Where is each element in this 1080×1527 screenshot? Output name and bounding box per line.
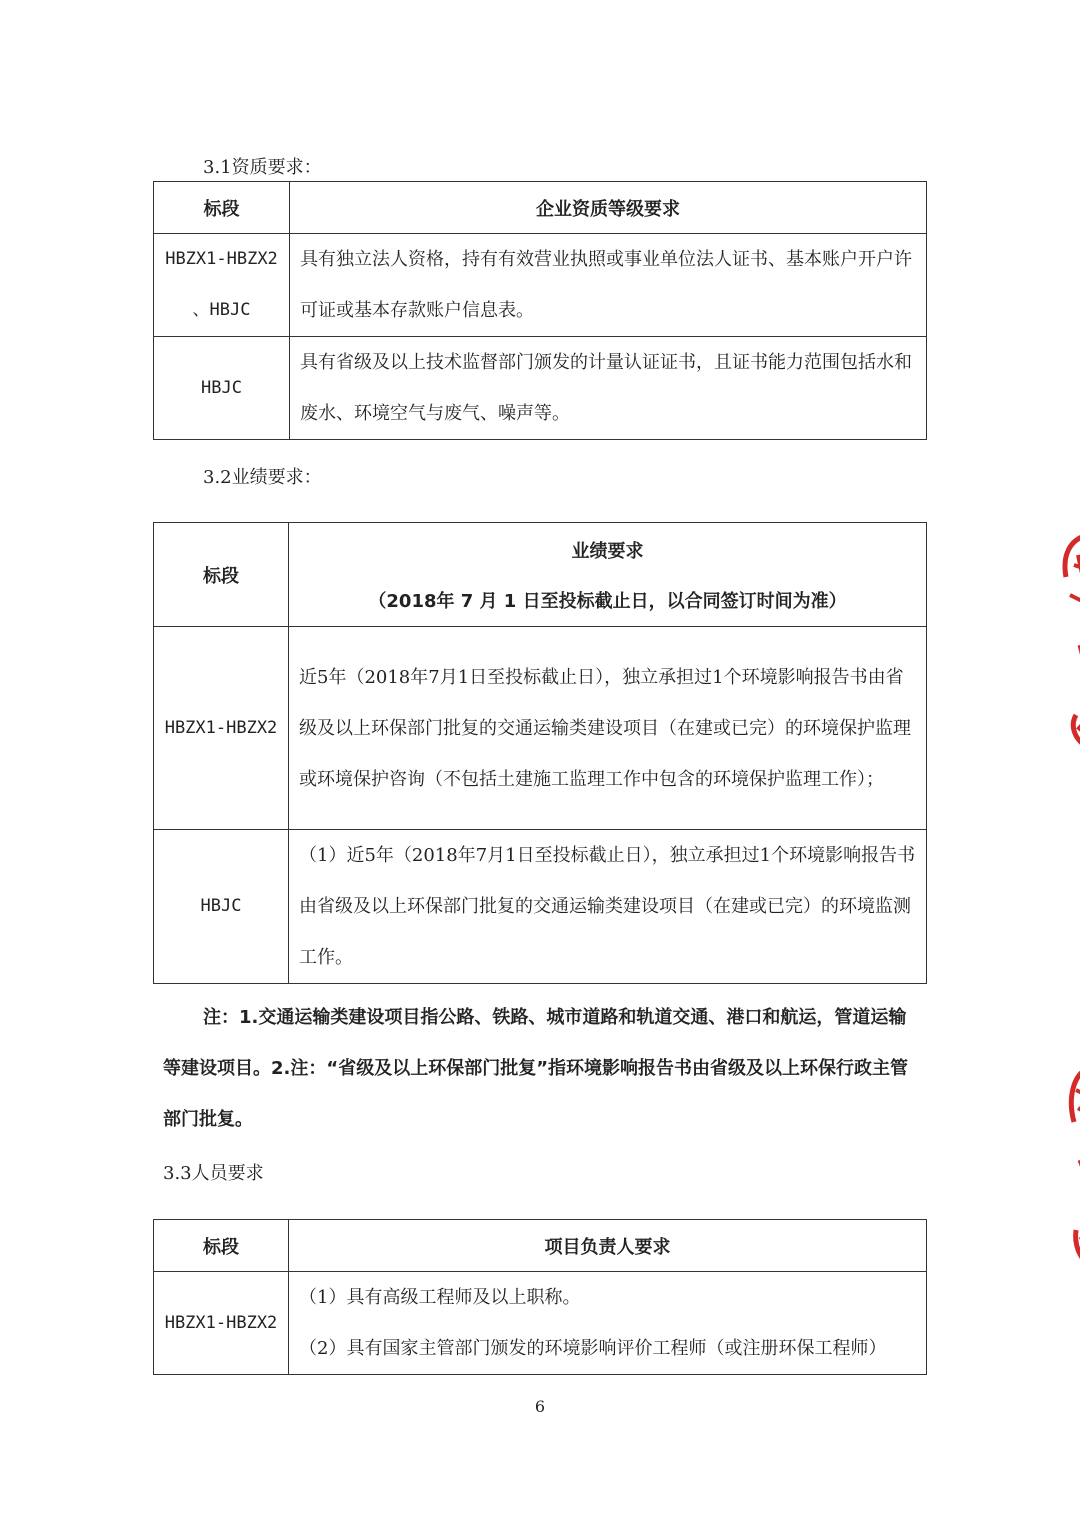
segment-cell: HBZX1-HBZX2 、HBJC xyxy=(154,234,290,337)
page-number: 6 xyxy=(534,1397,546,1416)
seal-stamp-icon xyxy=(1040,1060,1080,1270)
segment-cell: HBJC xyxy=(154,830,289,984)
requirement-cell: 具有省级及以上技术监督部门颁发的计量认证证书，且证书能力范围包括水和废水、环境空气与废气、噪声等。 xyxy=(290,337,927,440)
requirement-cell: （1）近5年（2018年7月1日至投标截止日），独立承担过1个环境影响报告书由省级及以上环保部门批复的交通运输类建设项目（在建或已完）的环境监测工作。 xyxy=(289,830,927,984)
table-header-segment: 标段 xyxy=(154,523,289,627)
table-row xyxy=(154,337,927,440)
qualification-table xyxy=(153,181,927,440)
table-row xyxy=(154,830,927,984)
table-row xyxy=(154,234,927,337)
table-header-qualification: 企业资质等级要求 xyxy=(290,182,927,234)
table-header-segment: 标段 xyxy=(154,182,290,234)
segment-cell: HBJC xyxy=(154,337,290,440)
section-heading-qualification: 3.1资质要求： xyxy=(203,157,322,178)
performance-table xyxy=(153,522,927,984)
personnel-table xyxy=(153,1219,927,1375)
segment-cell: HBZX1-HBZX2 xyxy=(154,1272,289,1375)
table-row xyxy=(154,627,927,830)
requirement-cell: 近5年（2018年7月1日至投标截止日），独立承担过1个环境影响报告书由省级及以上环保部门批复的交通运输类建设项目（在建或已完）的环境保护监理或环境保护咨询（不包括土建施工监理工作中包含的环境保护监理工作）； xyxy=(289,627,927,830)
table-header-personnel: 项目负责人要求 xyxy=(289,1220,927,1272)
requirement-cell: 具有独立法人资格，持有有效营业执照或事业单位法人证书、基本账户开户许可证或基本存款账户信息表。 xyxy=(290,234,927,337)
section-heading-performance: 3.2业绩要求： xyxy=(203,467,322,488)
seal-stamp-icon xyxy=(1040,525,1080,755)
segment-cell: HBZX1-HBZX2 xyxy=(154,627,289,830)
table-header-segment: 标段 xyxy=(154,1220,289,1272)
section-heading-personnel: 3.3人员要求 xyxy=(163,1163,264,1184)
table-row xyxy=(154,1272,927,1375)
table-header-performance: 业绩要求 （2018年 7 月 1 日至投标截止日，以合同签订时间为准） xyxy=(289,523,927,627)
requirement-cell: （1）具有高级工程师及以上职称。 （2）具有国家主管部门颁发的环境影响评价工程师（或注册环保工程师） xyxy=(289,1272,927,1375)
note-paragraph: 注：1.交通运输类建设项目指公路、铁路、城市道路和轨道交通、港口和航运，管道运输等建设项目。2.注：“省级及以上环保部门批复”指环境影响报告书由省级及以上环保行政主管部门批复。 xyxy=(163,1007,909,1130)
